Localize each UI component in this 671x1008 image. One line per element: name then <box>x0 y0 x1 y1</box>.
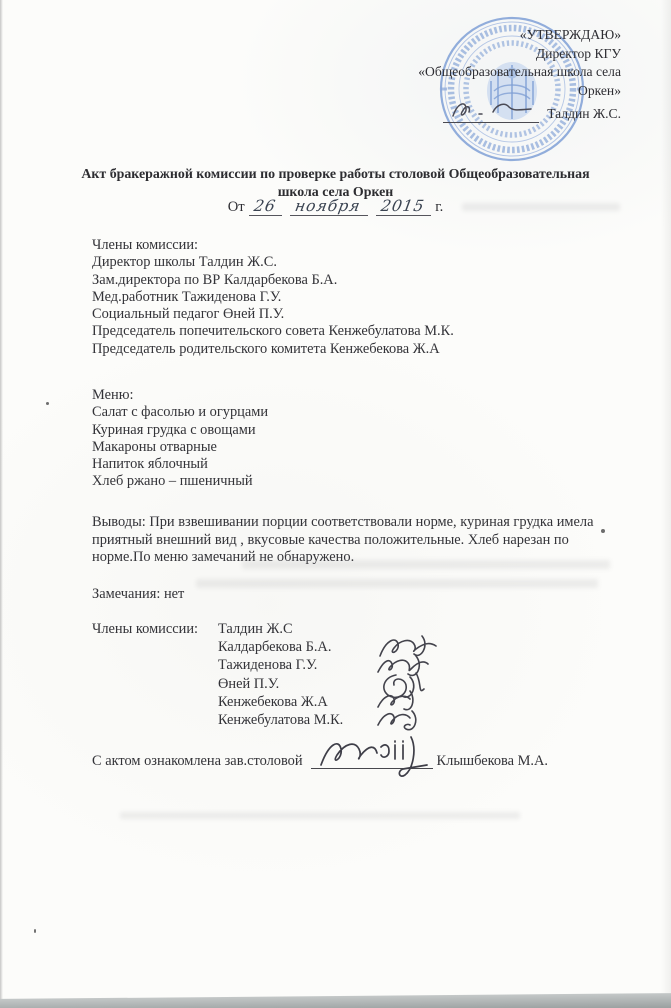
commission-member: Социальный педагог Өней П.У. <box>92 306 285 323</box>
menu-label: Меню: <box>92 387 134 403</box>
title-line-2: школа села Оркен <box>277 184 394 200</box>
acknowledgement-name: Клышбекова М.А. <box>436 753 549 769</box>
bleedthrough-smudge <box>196 579 598 588</box>
approval-line: «Общеобразовательная школа села <box>418 64 621 80</box>
commission-label: Члены комиссии: <box>92 237 199 253</box>
remarks-line: Замечания: нет <box>92 586 185 602</box>
speck <box>34 929 36 933</box>
scan-bottom-edge <box>0 993 671 1008</box>
approval-line: «УТВЕРЖДАЮ» <box>519 27 621 42</box>
speck <box>601 529 605 533</box>
menu-item: Напиток яблочный <box>92 456 208 473</box>
approval-block <box>418 26 621 123</box>
speck <box>46 402 49 405</box>
handwritten-year: 2015 <box>379 197 426 215</box>
menu-item: Макароны отварные <box>92 438 217 455</box>
signatures-list <box>218 621 442 730</box>
commission-member: Председатель родительского комитета Кенжебекова Ж.А <box>92 340 440 357</box>
conclusions-paragraph: Выводы: При взвешивании порции соответствовали норме, куриная грудка имела приятный внешний вид , вкусовые качества положительные. Хлеб нарезан по норме.По меню замечаний не обнаружено. <box>92 514 594 566</box>
scan-edge <box>0 0 3 1008</box>
date-prefix: От <box>227 199 245 215</box>
date-suffix: г. <box>435 199 444 215</box>
menu-item: Хлеб ржано – пшеничный <box>92 473 253 490</box>
signer-name: Кенжебекова Ж.А <box>218 693 328 710</box>
signature-squiggle-icon <box>315 735 437 777</box>
signer-name: Өней П.У. <box>218 675 280 692</box>
bleedthrough-smudge <box>242 560 610 569</box>
commission-member: Мед.работник Тажиденова Г.У. <box>92 288 282 305</box>
approval-signature-row <box>418 102 621 123</box>
menu-item: Куриная грудка с овощами <box>92 421 256 438</box>
director-signature <box>443 102 539 123</box>
handwritten-month: ноября <box>293 197 363 215</box>
signer-name: Калдарбекова Б.А. <box>218 639 332 656</box>
acknowledgement-line <box>92 750 548 770</box>
commission-members-list <box>92 237 454 358</box>
signature-row <box>218 712 442 730</box>
approval-line: Оркен» <box>578 82 621 98</box>
signature-squiggle-icon <box>376 707 432 737</box>
signatures-label: Члены комиссии: <box>92 621 199 637</box>
signer-name: Кенжебулатова М.К. <box>218 711 344 728</box>
approval-signer-name: Талдин Ж.С. <box>547 105 621 121</box>
handwritten-day: 26 <box>252 197 278 215</box>
acknowledgement-text: С актом ознакомлена зав.столовой <box>92 753 303 769</box>
signer-name: Талдин Ж.С <box>218 621 293 637</box>
menu-list <box>92 387 268 491</box>
signer-name: Тажиденова Г.У. <box>218 657 318 674</box>
scan-edge <box>661 0 671 1008</box>
approval-line: Директор КГУ <box>535 45 621 61</box>
commission-member: Директор школы Талдин Ж.С. <box>92 254 277 271</box>
commission-member: Зам.директора по ВР Калдарбекова Б.А. <box>92 271 338 288</box>
date-line <box>0 199 671 216</box>
signature-squiggle-icon <box>445 98 537 124</box>
document-title <box>30 166 641 201</box>
commission-member: Председатель попечительского совета Кенжебулатова М.К. <box>92 323 454 340</box>
head-cook-signature <box>311 750 433 769</box>
title-line-1: Акт бракеражной комиссии по проверке работы столовой Общеобразовательная <box>81 167 590 182</box>
bleedthrough-smudge <box>120 812 520 819</box>
signatures-block <box>92 621 442 730</box>
menu-item: Салат с фасолью и огурцами <box>92 404 269 421</box>
